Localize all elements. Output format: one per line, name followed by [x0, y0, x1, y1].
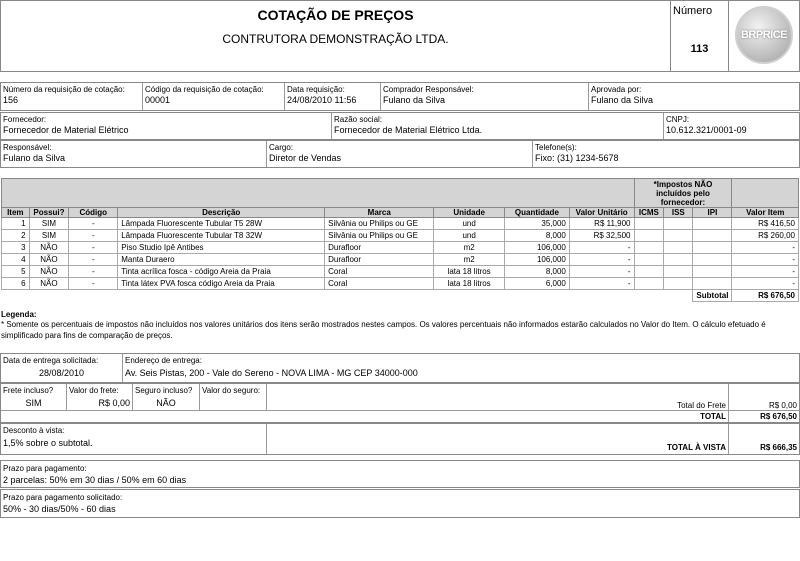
- tax-header: *Impostos NÃO incluídos pelo fornecedor:: [634, 179, 732, 208]
- payment-req-label: Prazo para pagamento solicitado:: [3, 493, 123, 502]
- col-description: Lâmpada Fluorescente Tubular T5 28W: [118, 218, 325, 230]
- col-unit-price: -: [569, 266, 634, 278]
- col-icms: [634, 230, 664, 242]
- insurance-value-label: Valor do seguro:: [202, 386, 261, 395]
- payment-term-label: Prazo para pagamento:: [3, 464, 87, 473]
- delivery-address: [123, 354, 799, 382]
- discount-row: [0, 423, 800, 455]
- header: [0, 0, 800, 72]
- req-code: [143, 83, 285, 110]
- legend-text: * Somente os percentuais de impostos não incluídos nos valores unitários dos itens serão mostrados nestes campos. Os valores percentuais não informados estarão calculados no Valor do Item. O cálculo efetuado é simplificado para fins de comparação de preços.: [1, 320, 766, 340]
- req-code-value: 00001: [145, 95, 171, 105]
- col-iss: [664, 254, 693, 266]
- col-quantity: 35,000: [504, 218, 569, 230]
- col-code: -: [69, 218, 118, 230]
- col-ipi: [693, 266, 732, 278]
- items-body: [2, 218, 799, 290]
- col-has: SIM: [29, 230, 69, 242]
- logo: [735, 6, 793, 64]
- payment-term-value: 2 parcelas: 50% em 30 dias / 50% em 60 dias: [3, 475, 187, 485]
- payment-req-value: 50% - 30 dias/50% - 60 dias: [3, 504, 116, 514]
- header-spacer-right: [732, 179, 799, 208]
- supplier-phone: [533, 141, 799, 167]
- supplier-phone-label: Telefone(s):: [535, 143, 577, 152]
- freight-value: [67, 384, 133, 411]
- freight-included-label: Frete incluso?: [3, 386, 54, 395]
- delivery-date-label: Data de entrega solicitada:: [3, 356, 99, 365]
- col-has: NÃO: [29, 242, 69, 254]
- col-has: NÃO: [29, 266, 69, 278]
- col-quantity: 8,000: [504, 266, 569, 278]
- col-brand: Coral: [325, 266, 434, 278]
- col-brand: Coral: [325, 278, 434, 290]
- col-brand: Silvânia ou Philips ou GE: [325, 218, 434, 230]
- company-name: CONTRUTORA DEMONSTRAÇÃO LTDA.: [222, 32, 449, 46]
- col-unit-price: R$ 11,900: [569, 218, 634, 230]
- insurance-included-label: Seguro incluso?: [135, 386, 193, 395]
- col-item: 4: [2, 254, 30, 266]
- table-row: [2, 278, 799, 290]
- col-item: 5: [2, 266, 30, 278]
- col-ipi: [693, 254, 732, 266]
- freight-totals-values: [729, 384, 799, 422]
- supplier-cnpj-value: 10.612.321/0001-09: [666, 125, 747, 135]
- table-row: [2, 266, 799, 278]
- col-has: NÃO: [29, 278, 69, 290]
- col-ipi: [693, 230, 732, 242]
- col-item-value: -: [732, 254, 799, 266]
- col-brand: Silvânia ou Philips ou GE: [325, 230, 434, 242]
- freight-totals-labels: [267, 384, 729, 422]
- total-freight-label: Total do Frete: [677, 401, 726, 410]
- req-date: [285, 83, 381, 110]
- col-has: NÃO: [29, 254, 69, 266]
- col-unit: m2: [434, 242, 505, 254]
- number-block: [671, 1, 729, 71]
- freight-value-value: R$ 0,00: [98, 398, 130, 408]
- col-item: 1: [2, 218, 30, 230]
- supplier-name: [1, 113, 332, 139]
- discount-value: 1,5% sobre o subtotal.: [3, 438, 93, 448]
- col-unit: lata 18 litros: [434, 266, 505, 278]
- payment-term: [0, 460, 800, 488]
- supplier-role: [267, 141, 533, 167]
- supplier-resp-value: Fulano da Silva: [3, 153, 66, 163]
- delivery-date-value: 28/08/2010: [38, 368, 85, 378]
- req-date-label: Data requisição:: [287, 85, 345, 94]
- col-ipi-header: IPI: [693, 208, 732, 218]
- col-has: SIM: [29, 218, 69, 230]
- column-header-row: [2, 208, 799, 218]
- discount: [1, 424, 267, 454]
- supplier-phone-value: Fixo: (31) 1234-5678: [535, 153, 619, 163]
- delivery-row: [0, 353, 800, 383]
- col-quantity: 8,000: [504, 230, 569, 242]
- supplier-cnpj: [664, 113, 799, 139]
- title-block: [1, 1, 671, 71]
- supplier-resp-label: Responsável:: [3, 143, 52, 152]
- total-divider-left: [267, 410, 729, 411]
- delivery-address-value: Av. Seis Pistas, 200 - Vale do Sereno - NOVA LIMA - MG CEP 34000-000: [125, 368, 418, 378]
- col-icms-header: ICMS: [634, 208, 664, 218]
- col-code: -: [69, 278, 118, 290]
- col-item-header: Item: [2, 208, 30, 218]
- req-approved-value: Fulano da Silva: [591, 95, 654, 105]
- col-code: -: [69, 254, 118, 266]
- col-brand-header: Marca: [325, 208, 434, 218]
- supplier-responsible: [1, 141, 267, 167]
- number-value: 113: [690, 43, 709, 55]
- col-icms: [634, 254, 664, 266]
- col-item: 6: [2, 278, 30, 290]
- total-value: R$ 676,50: [760, 412, 797, 421]
- col-icms: [634, 218, 664, 230]
- col-brand: Durafloor: [325, 242, 434, 254]
- logo-text: BRPRICE: [740, 29, 787, 41]
- req-number-label: Número da requisição de cotação:: [3, 85, 125, 94]
- supplier-contact-row: [0, 140, 800, 168]
- tax-header-row: [2, 179, 799, 208]
- col-item-value: R$ 260,00: [732, 230, 799, 242]
- req-buyer-label: Comprador Responsável:: [383, 85, 474, 94]
- col-code-header: Código: [69, 208, 118, 218]
- col-icms: [634, 242, 664, 254]
- table-row: [2, 254, 799, 266]
- col-unit: und: [434, 230, 505, 242]
- supplier-name-label: Fornecedor:: [3, 115, 47, 124]
- col-unit-price: -: [569, 278, 634, 290]
- col-item-value-header: Valor Item: [732, 208, 799, 218]
- subtotal-row: [2, 290, 799, 302]
- legend-title: Legenda:: [1, 310, 37, 319]
- col-iss: [664, 218, 693, 230]
- total-cash-label-cell: [267, 424, 729, 454]
- col-brand: Durafloor: [325, 254, 434, 266]
- table-row: [2, 218, 799, 230]
- col-unit-price: -: [569, 254, 634, 266]
- col-description-header: Descrição: [118, 208, 325, 218]
- col-has-header: Possui?: [29, 208, 69, 218]
- requisition-row: [0, 82, 800, 111]
- col-unit: m2: [434, 254, 505, 266]
- total-cash-label: TOTAL À VISTA: [667, 443, 726, 452]
- supplier-social: [332, 113, 664, 139]
- col-item-value: -: [732, 242, 799, 254]
- total-cash-value-cell: [729, 424, 799, 454]
- total-label: TOTAL: [700, 412, 726, 421]
- delivery-date: [1, 354, 123, 382]
- discount-label: Desconto à vista:: [3, 426, 65, 435]
- col-code: -: [69, 266, 118, 278]
- table-row: [2, 242, 799, 254]
- req-approved-label: Aprovada por:: [591, 85, 642, 94]
- supplier-name-value: Fornecedor de Material Elétrico: [3, 125, 129, 135]
- col-iss: [664, 266, 693, 278]
- col-ipi: [693, 218, 732, 230]
- insurance-included-value: NÃO: [156, 398, 176, 408]
- supplier-role-label: Cargo:: [269, 143, 294, 152]
- col-quantity: 6,000: [504, 278, 569, 290]
- req-date-value: 24/08/2010 11:56: [287, 95, 357, 105]
- supplier-role-value: Diretor de Vendas: [269, 153, 342, 163]
- number-label: Número: [673, 5, 713, 17]
- col-description: Tinta látex PVA fosca código Areia da Praia: [118, 278, 325, 290]
- items-table: [1, 178, 799, 302]
- subtotal-label: Subtotal: [693, 290, 732, 302]
- subtotal-value: R$ 676,50: [732, 290, 799, 302]
- col-unit-price: -: [569, 242, 634, 254]
- col-ipi: [693, 278, 732, 290]
- delivery-address-label: Endereço de entrega:: [125, 356, 202, 365]
- col-item: 3: [2, 242, 30, 254]
- col-description: Manta Duraero: [118, 254, 325, 266]
- col-quantity-header: Quantidade: [504, 208, 569, 218]
- col-item-value: R$ 416,50: [732, 218, 799, 230]
- supplier-row: [0, 112, 800, 140]
- col-code: -: [69, 230, 118, 242]
- col-quantity: 106,000: [504, 242, 569, 254]
- col-item-value: -: [732, 278, 799, 290]
- col-icms: [634, 266, 664, 278]
- insurance-value-value: [200, 395, 266, 401]
- col-iss: [664, 278, 693, 290]
- col-iss: [664, 242, 693, 254]
- req-number: [1, 83, 143, 110]
- req-approved: [589, 83, 799, 110]
- col-icms: [634, 278, 664, 290]
- col-unit-header: Unidade: [434, 208, 505, 218]
- freight-included: [1, 384, 67, 411]
- col-item: 2: [2, 230, 30, 242]
- req-number-value: 156: [3, 95, 19, 105]
- col-description: Tinta acrílica fosca - código Areia da Praia: [118, 266, 325, 278]
- col-ipi: [693, 242, 732, 254]
- freight-included-value: SIM: [25, 398, 42, 408]
- col-quantity: 106,000: [504, 254, 569, 266]
- supplier-social-label: Razão social:: [334, 115, 383, 124]
- req-code-label: Código da requisição de cotação:: [145, 85, 264, 94]
- col-unit-price: R$ 32,500: [569, 230, 634, 242]
- req-buyer: [381, 83, 589, 110]
- req-buyer-value: Fulano da Silva: [383, 95, 446, 105]
- col-description: Piso Studio Ipê Antibes: [118, 242, 325, 254]
- freight-row: [0, 383, 800, 423]
- subtotal-spacer: [2, 290, 693, 302]
- freight-value-label: Valor do frete:: [69, 386, 119, 395]
- table-row: [2, 230, 799, 242]
- col-unit: und: [434, 218, 505, 230]
- supplier-cnpj-label: CNPJ:: [666, 115, 690, 124]
- supplier-social-value: Fornecedor de Material Elétrico Ltda.: [334, 125, 483, 135]
- header-spacer: [2, 179, 635, 208]
- insurance-included: [133, 384, 200, 411]
- col-iss: [664, 230, 693, 242]
- col-unit-price-header: Valor Unitário: [569, 208, 634, 218]
- total-cash-value: R$ 666,35: [760, 443, 797, 452]
- col-description: Lâmpada Fluorescente Tubular T8 32W: [118, 230, 325, 242]
- page-title: COTAÇÃO DE PREÇOS: [257, 7, 414, 23]
- col-item-value: -: [732, 266, 799, 278]
- payment-requested: [0, 489, 800, 518]
- total-freight-value: R$ 0,00: [768, 401, 797, 410]
- col-unit: lata 18 litros: [434, 278, 505, 290]
- legend: [1, 310, 799, 341]
- col-code: -: [69, 242, 118, 254]
- col-iss-header: ISS: [664, 208, 693, 218]
- insurance-value: [200, 384, 267, 411]
